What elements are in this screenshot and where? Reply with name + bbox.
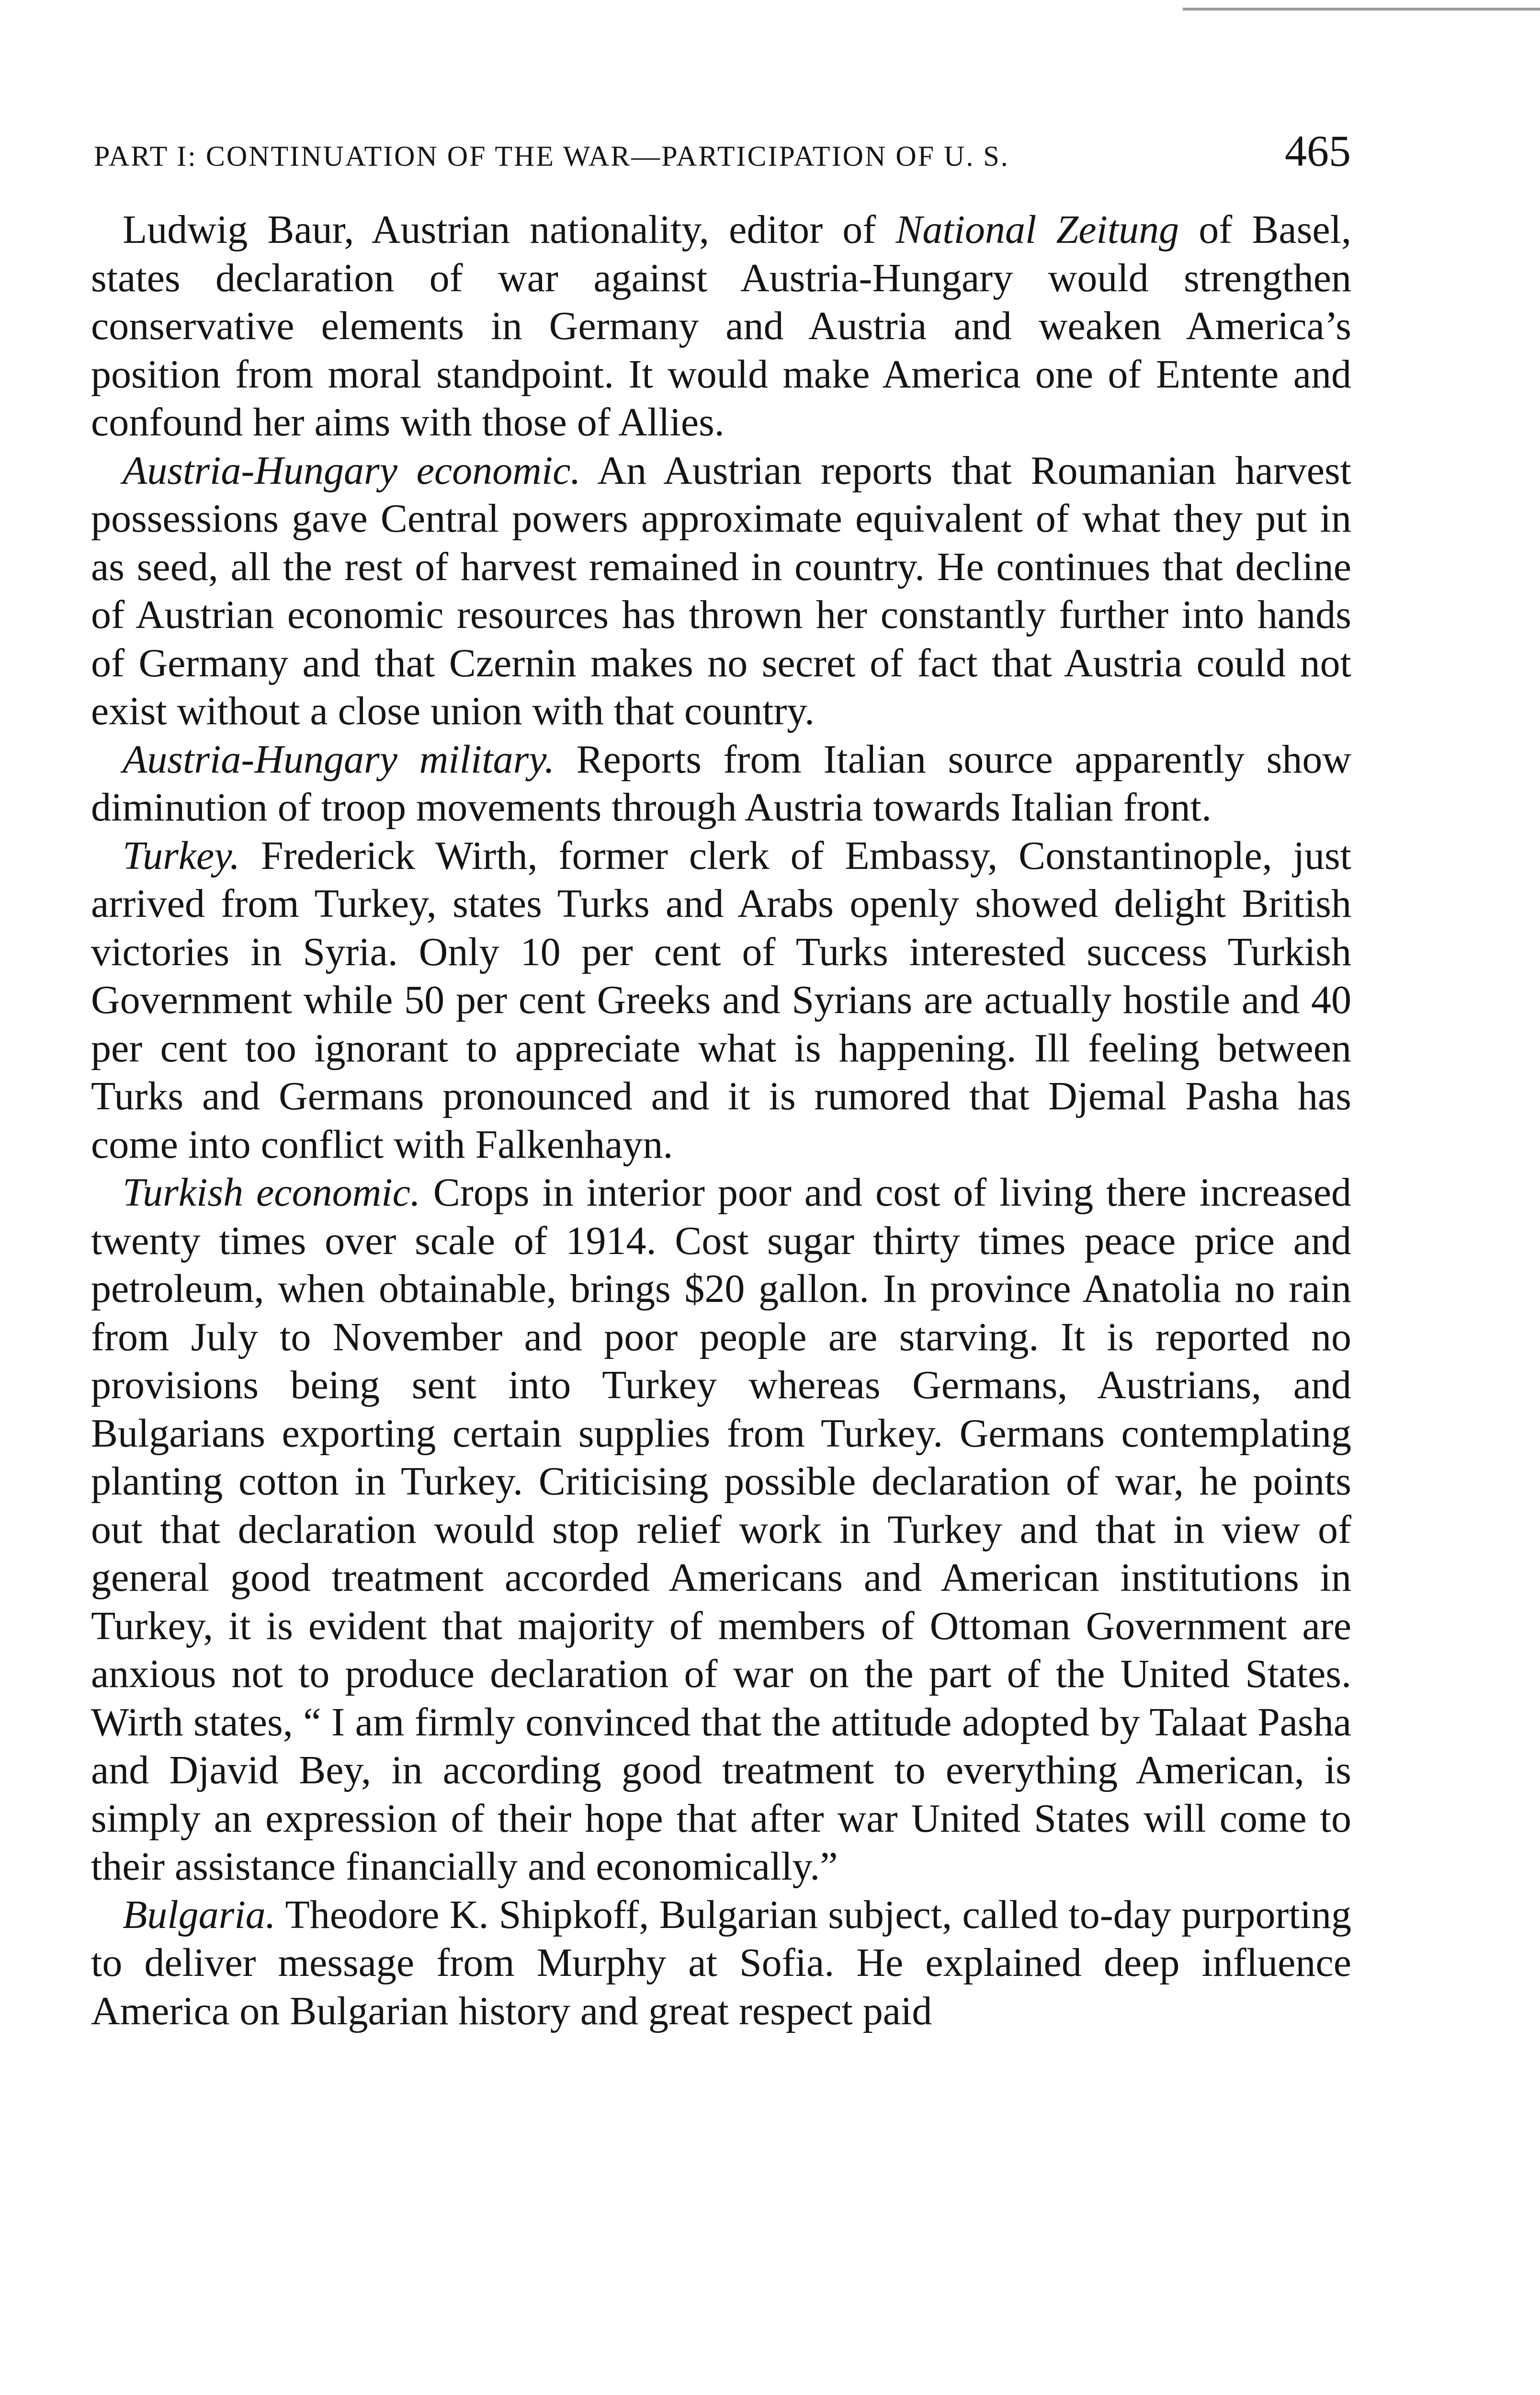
paragraph-text: Ludwig Baur, Austrian nationality, editor of bbox=[123, 207, 896, 252]
paragraph-text: of Basel, states declaration of war against Austria-Hungary would strengthen conservative elements in Germany and Austria and weaken America’s position from moral standpoint. It would make America one of Entente and confound her aims with those of Allies. bbox=[91, 207, 1352, 445]
section-lead: Bulgaria. bbox=[123, 1892, 276, 1937]
paragraph-text: Crops in interior poor and cost of living there increased twenty times over scale of 1914. Cost sugar thirty times peace price and petroleum, when obtainable, brings $20 gallon. In province Anatolia no rain from July to November and poor people are starving. It is reported no provisions being sent into Turkey whereas Germans, Austrians, and Bulgarians exporting certain supplies from Turkey. Germans contemplating planting cotton in Turkey. Criticising possible declaration of war, he points out that declaration would stop relief work in Turkey and that in view of general good treatment accorded Americans and American institutions in Turkey, it is evident that majority of members of Ottoman Government are anxious not to produce declaration of war on the part of the United States. Wirth states, “ I am firmly convinced that the attitude adopted by Talaat Pasha and Djavid Bey, in according good treatment to everything American, is simply an expression of their hope that after war United States will come to their assistance financially and economically.” bbox=[91, 1170, 1351, 1889]
paragraph-bulgaria bbox=[91, 1891, 1351, 2036]
top-edge-rule bbox=[1183, 8, 1540, 11]
newspaper-title: National Zeitung bbox=[895, 207, 1179, 252]
paragraph-text: Theodore K. Shipkoff, Bulgarian subject, called to-day purporting to deliver message from Murphy at Sofia. He explained deep influence America on Bulgarian history and great respect paid bbox=[91, 1892, 1351, 2033]
section-lead: Turkish economic. bbox=[123, 1170, 420, 1215]
paragraph-turkish-economic bbox=[91, 1169, 1351, 1891]
paragraph-turkey bbox=[91, 832, 1351, 1169]
paragraph-austria-hungary-military bbox=[91, 736, 1351, 832]
section-lead: Austria-Hungary economic. bbox=[123, 448, 581, 493]
paragraph-text: Reports from Italian source apparently show diminution of troop movements through Austria towards Italian front. bbox=[91, 737, 1351, 830]
body-text bbox=[91, 206, 1351, 2314]
section-lead: Austria-Hungary military. bbox=[123, 737, 555, 782]
running-head bbox=[94, 125, 1351, 178]
section-lead: Turkey. bbox=[123, 833, 240, 878]
paragraph-baur bbox=[91, 206, 1351, 447]
running-title: PART I: CONTINUATION OF THE WAR—PARTICIPATION OF U. S. bbox=[94, 140, 1009, 172]
paragraph-austria-hungary-economic bbox=[91, 447, 1351, 736]
paragraph-text: Frederick Wirth, former clerk of Embassy, Constantinople, just arrived from Turkey, states Turks and Arabs openly showed delight British victories in Syria. Only 10 per cent of Turks interested success Turkish Government while 50 per cent Greeks and Syrians are actually hostile and 40 per cent too ignorant to appreciate what is happening. Ill feeling between Turks and Germans pronounced and it is rumored that Djemal Pasha has come into conflict with Falkenhayn. bbox=[91, 833, 1351, 1167]
paragraph-text: An Austrian reports that Roumanian harvest possessions gave Central powers approximate equivalent of what they put in as seed, all the rest of harvest remained in country. He continues that decline of Austrian economic resources has thrown her constantly further into hands of Germany and that Czernin makes no secret of fact that Austria could not exist without a close union with that country. bbox=[91, 448, 1351, 733]
page-number: 465 bbox=[1285, 126, 1351, 175]
